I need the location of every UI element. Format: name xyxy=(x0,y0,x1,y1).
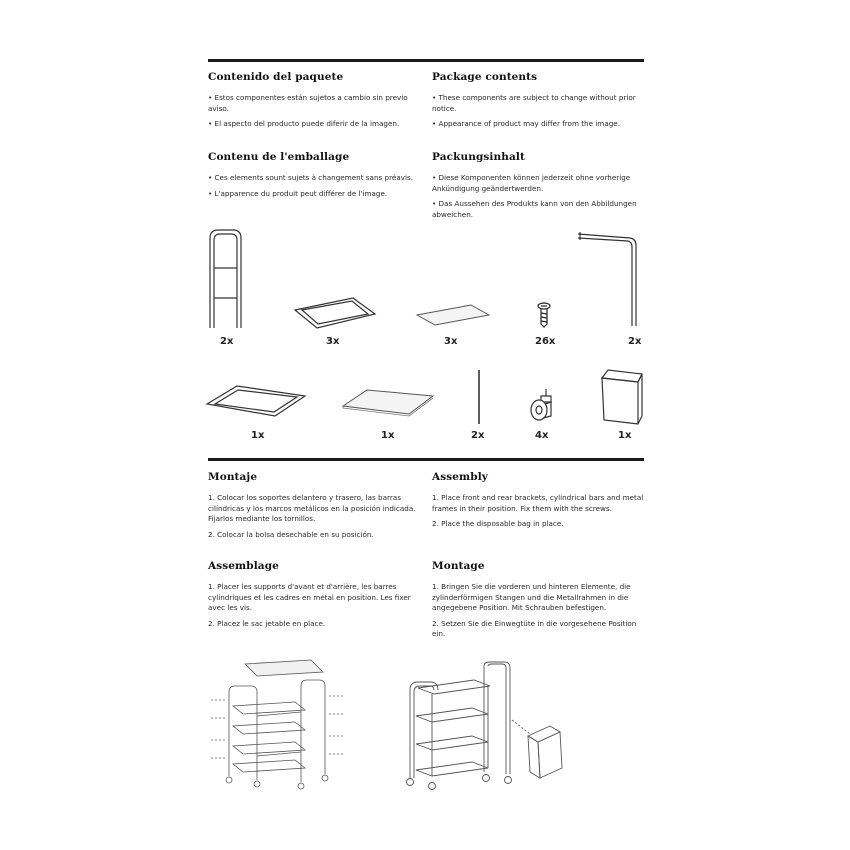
contents-fr-heading: Contenu de l'emballage xyxy=(208,151,350,163)
assembly-fr-step: 2. Placez le sac jetable en place. xyxy=(208,618,326,628)
assembly-en-heading: Assembly xyxy=(432,471,488,483)
contents-es-note: • Estos componentes están sujetos a cambio sin previo aviso. xyxy=(208,93,408,113)
contents-en xyxy=(432,71,647,135)
contents-es xyxy=(208,71,423,135)
assembly-de xyxy=(432,560,647,645)
mid-divider xyxy=(208,458,644,461)
assembly-fr xyxy=(208,560,423,634)
side-frame-icon xyxy=(205,228,245,334)
part-qty: 2x xyxy=(471,430,485,441)
contents-es-heading: Contenido del paquete xyxy=(208,71,344,83)
assembly-en xyxy=(432,471,647,535)
part-qty: 3x xyxy=(444,336,458,347)
contents-fr-note: • Ces elements sount sujets à changement sans préavis. xyxy=(208,173,414,182)
caster-wheel-icon xyxy=(529,388,557,426)
top-panel-icon xyxy=(341,388,435,422)
part-qty: 4x xyxy=(535,430,549,441)
contents-fr xyxy=(208,151,423,204)
assembly-de-step: 2. Setzen Sie die Einwegtüte in die vorgesehene Position ein. xyxy=(432,618,637,638)
screw-icon xyxy=(536,302,552,332)
contents-de-heading: Packungsinhalt xyxy=(432,151,525,163)
part-qty: 2x xyxy=(628,336,642,347)
panel-sheet-icon xyxy=(415,303,491,331)
contents-fr-note: • L'apparence du produit peut différer de l'image. xyxy=(208,188,388,198)
disposable-bag-icon xyxy=(600,368,644,430)
assembly-de-step: 1. Bringen Sie die vorderen und hinteren Elemente, die zylinderförmigen Stangen und die Metallrahmen in die angegebene Position. Mit Schrauben befestigen. xyxy=(432,582,631,612)
part-qty: 1x xyxy=(251,430,265,441)
top-divider xyxy=(208,59,644,62)
top-frame-icon xyxy=(205,384,307,422)
exploded-diagram xyxy=(205,656,355,800)
assembly-fr-step: 1. Placer les supports d'avant et d'arrière, les barres cylindriques et les cadres en métal en position. Les fixer avec les vis. xyxy=(208,582,411,612)
contents-en-note: • Appearance of product may differ from the image. xyxy=(432,119,620,128)
contents-en-heading: Package contents xyxy=(432,71,538,83)
assembly-es xyxy=(208,471,423,545)
assembly-en-step: 1. Place front and rear brackets, cylindrical bars and metal frames in their position. Fix them with the screws. xyxy=(432,493,644,513)
part-qty: 1x xyxy=(381,430,395,441)
cylindrical-bar-icon xyxy=(476,369,482,429)
contents-de-note: • Das Aussehen des Produkts kann von den Abbildungen abweichen. xyxy=(432,199,637,219)
assembly-es-step: 2. Colocar la bolsa desechable en su posición. xyxy=(208,529,374,539)
part-qty: 3x xyxy=(326,336,340,347)
assembly-es-step: 1. Colocar los soportes delantero y trasero, las barras cilíndricas y los marcos metálicos en la posición indicada. Fijarlos mediante los tornillos. xyxy=(208,493,416,523)
bracket-icon xyxy=(576,230,642,334)
assembly-de-heading: Montage xyxy=(432,560,485,572)
assembly-es-heading: Montaje xyxy=(208,471,258,483)
part-qty: 2x xyxy=(220,336,234,347)
contents-en-note: • These components are subject to change without prior notice. xyxy=(432,93,636,113)
assembled-cart-diagram xyxy=(400,660,575,799)
part-qty: 26x xyxy=(535,336,556,347)
contents-de xyxy=(432,151,647,225)
contents-es-note: • El aspecto del producto puede diferir de la imagen. xyxy=(208,119,400,128)
metal-frame-icon xyxy=(293,296,377,334)
assembly-en-step: 2. Place the disposable bag in place. xyxy=(432,519,564,528)
part-qty: 1x xyxy=(618,430,632,441)
assembly-fr-heading: Assemblage xyxy=(208,560,279,572)
contents-de-note: • Diese Komponenten können jederzeit ohne vorherige Ankündigung geändertwerden. xyxy=(432,173,631,193)
